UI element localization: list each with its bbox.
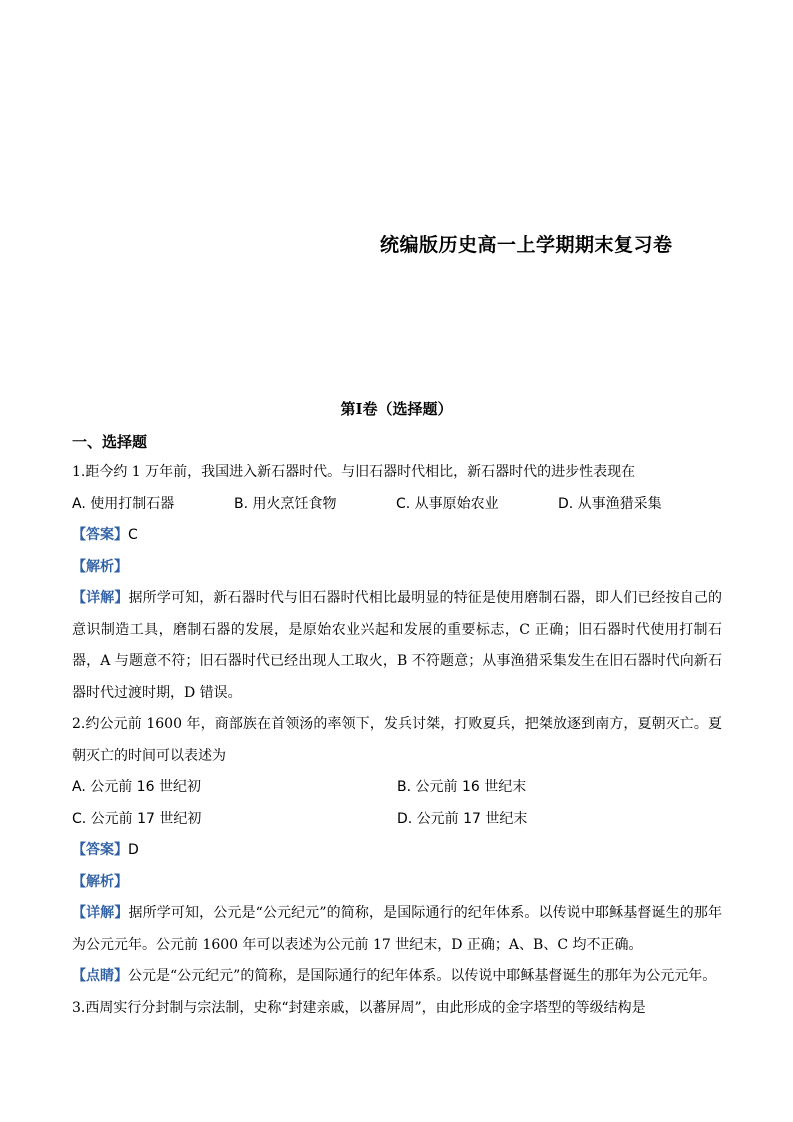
option-a: A. 公元前 16 世纪初: [72, 779, 201, 795]
section-title: 第Ⅰ卷（选择题）: [340, 400, 453, 418]
option-c: C. 公元前 17 世纪初: [72, 810, 202, 827]
answer-label: 【答案】: [72, 527, 128, 543]
detail-label: 【详解】: [72, 590, 129, 606]
question-1-analysis: [72, 552, 722, 584]
question-1-options: [72, 489, 722, 521]
option-b: B. 用火烹饪食物: [234, 495, 337, 512]
option-c: C. 从事原始农业: [396, 495, 499, 512]
pointer-text: 公元是“公元纪元”的简称，是国际通行的纪年体系。以传说中耶稣基督诞生的那年为公元元年。: [128, 968, 717, 984]
option-b: B. 公元前 16 世纪末: [397, 779, 527, 795]
questions: [72, 457, 722, 1024]
answer-value: D: [128, 842, 139, 858]
detail-label: 【详解】: [72, 905, 129, 921]
question-3-stem: 3.西周实行分封制与宗法制，史称“封建亲戚，以蕃屏周”，由此形成的金字塔型的等级结构是: [72, 999, 646, 1016]
document-title: 统编版历史高一上学期期末复习卷: [380, 234, 673, 256]
question-2-stem: 2.约公元前 1600 年，商部族在首领汤的率领下，发兵讨桀，打败夏兵，把桀放逐到南方，夏朝灭亡。夏朝灭亡的时间可以表述为: [72, 716, 722, 764]
part-heading: 一、选择题: [72, 433, 148, 451]
option-d: D. 从事渔猎采集: [558, 495, 662, 512]
question-2-answer: [72, 835, 722, 867]
option-d: D. 公元前 17 世纪末: [397, 810, 528, 827]
detail-text: 据所学可知，新石器时代与旧石器时代相比最明显的特征是使用磨制石器，即人们已经按自己的意识制造工具，磨制石器的发展，是原始农业兴起和发展的重要标志，C 正确；旧石器时代使用打制石器，A 与题意不符；旧石器时代已经出现人工取火，B 不符题意；从事渔猎采集发生在旧石器时代向新石器时代过渡时期，D 错误。: [72, 590, 723, 701]
answer-label: 【答案】: [72, 842, 128, 858]
option-a: A. 使用打制石器: [72, 495, 175, 512]
question-2-options-row-2: [72, 804, 722, 836]
pointer-label: 【点睛】: [72, 968, 128, 984]
answer-value: C: [128, 527, 138, 543]
question-2-detail: [72, 898, 722, 961]
question-2-analysis: [72, 867, 722, 899]
analysis-label: 【解析】: [72, 558, 128, 575]
question-1-stem: 1.距今约 1 万年前，我国进入新石器时代。与旧石器时代相比，新石器时代的进步性表现在: [72, 464, 636, 480]
detail-text: 据所学可知，公元是“公元纪元”的简称，是国际通行的纪年体系。以传说中耶稣基督诞生的那年为公元元年。公元前 1600 年可以表述为公元前 17 世纪末，D 正确；A、B、C 均不正确。: [72, 905, 723, 953]
question-1-answer: [72, 520, 722, 552]
question-1-detail: [72, 583, 722, 709]
question-2-options-row-1: [72, 772, 722, 804]
question-2-pointer: [72, 961, 722, 993]
analysis-label: 【解析】: [72, 873, 128, 890]
